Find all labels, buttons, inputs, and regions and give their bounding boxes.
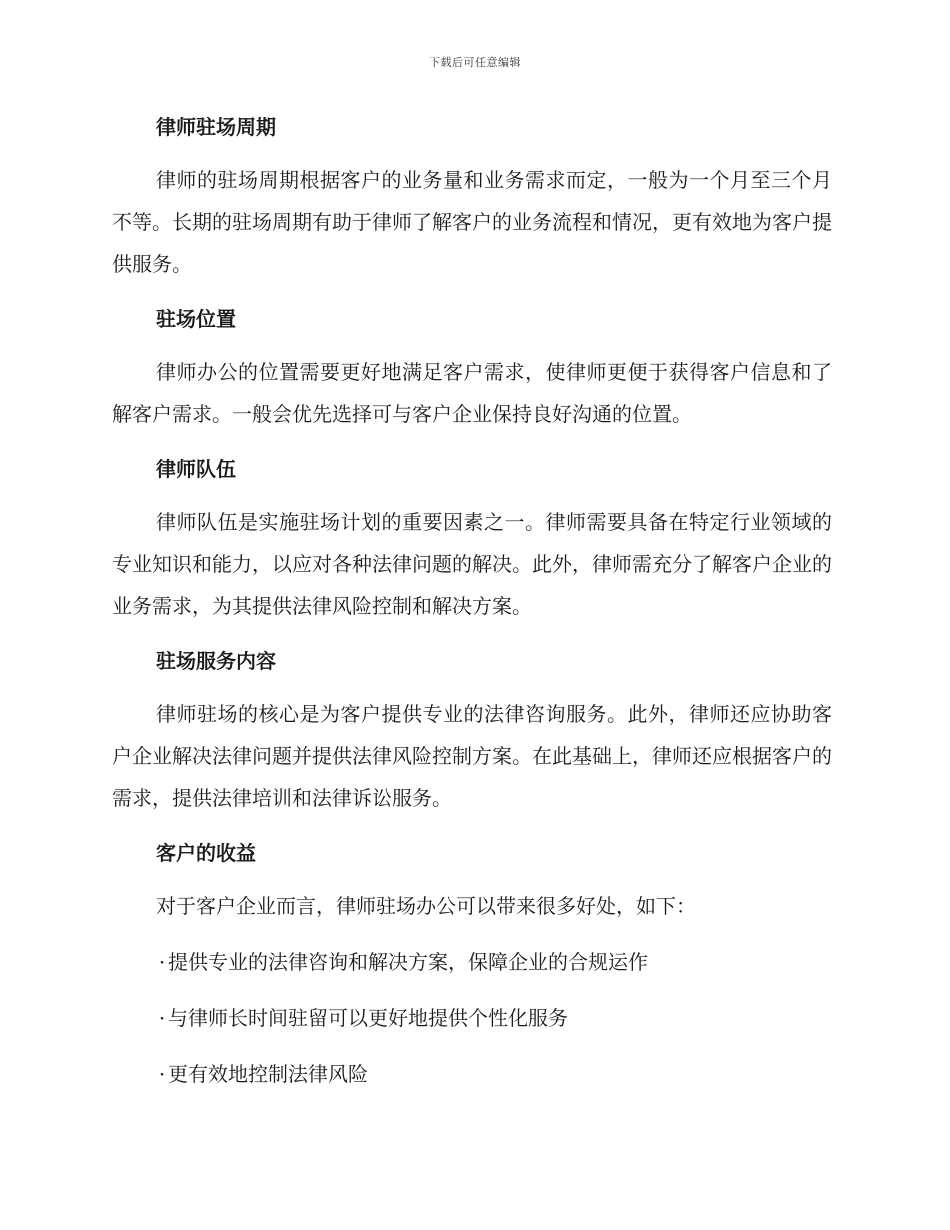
bullet-text: 提供专业的法律咨询和解决方案，保障企业的合规运作 (168, 950, 648, 974)
section-heading: 律师驻场周期 (156, 115, 276, 139)
section-heading: 驻场位置 (156, 307, 236, 331)
section-service-content (112, 641, 832, 819)
bullet-text: 更有效地控制法律风险 (168, 1062, 368, 1086)
section-paragraph: 律师办公的位置需要更好地满足客户需求，使律师更便于获得客户信息和了解客户需求。一般会优先选择可与客户企业保持良好沟通的位置。 (112, 360, 832, 426)
section-client-benefits (112, 833, 832, 1095)
bullet-text: 与律师长时间驻留可以更好地提供个性化服务 (168, 1006, 568, 1030)
section-heading: 客户的收益 (156, 841, 256, 865)
bullet-item (112, 997, 832, 1039)
section-paragraph: 律师队伍是实施驻场计划的重要因素之一。律师需要具备在特定行业领域的专业知识和能力，以应对各种法律问题的解决。此外，律师需充分了解客户企业的业务需求，为其提供法律风险控制和解决方案。 (112, 510, 832, 618)
section-paragraph: 律师的驻场周期根据客户的业务量和业务需求而定，一般为一个月至三个月不等。长期的驻场周期有助于律师了解客户的业务流程和情况，更有效地为客户提供服务。 (112, 168, 832, 276)
section-lawyer-team (112, 449, 832, 627)
bullet-marker: · (158, 1006, 166, 1030)
bullet-marker: · (158, 1062, 166, 1086)
section-lawyer-stay-period (112, 107, 832, 285)
section-heading: 律师队伍 (156, 457, 236, 481)
section-stay-location (112, 299, 832, 435)
bullet-marker: · (158, 950, 166, 974)
page-header-note: 下载后可任意编辑 (429, 56, 521, 69)
document-body (112, 107, 832, 1109)
bullet-item (112, 941, 832, 983)
bullet-item (112, 1053, 832, 1095)
section-paragraph: 律师驻场的核心是为客户提供专业的法律咨询服务。此外，律师还应协助客户企业解决法律问题并提供法律风险控制方案。在此基础上，律师还应根据客户的需求，提供法律培训和法律诉讼服务。 (112, 702, 832, 810)
section-heading: 驻场服务内容 (156, 649, 276, 673)
section-paragraph: 对于客户企业而言，律师驻场办公可以带来很多好处，如下： (156, 894, 696, 918)
